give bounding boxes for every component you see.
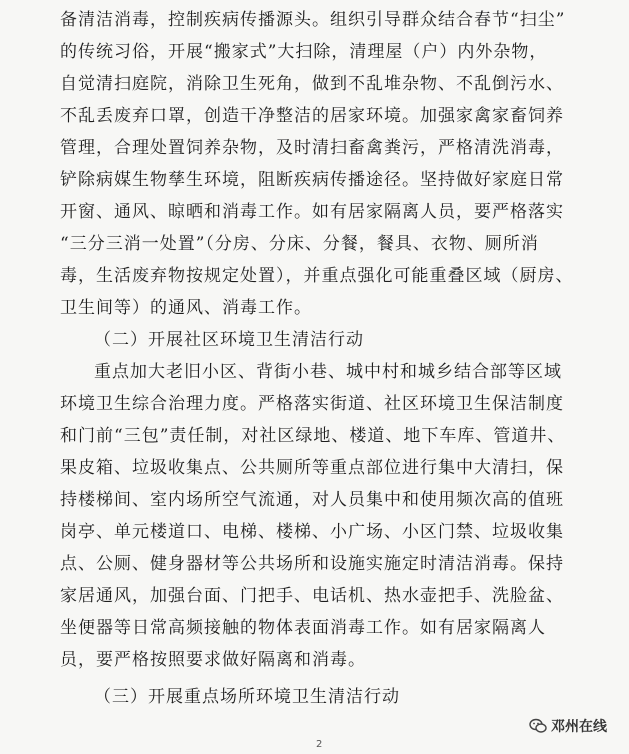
text-line: 岗亭、单元楼道口、电梯、楼梯、小广场、小区门禁、垃圾收集 [60,522,564,542]
text-line: 自觉清扫庭院，消除卫生死角，做到不乱堆杂物、不乱倒污水、 [60,74,564,94]
section-heading: （三）开展重点场所环境卫生清洁行动 [94,687,400,707]
text-line: 铲除病媒生物孳生环境，阻断疾病传播途径。坚持做好家庭日常 [60,170,564,190]
text-line: 果皮箱、垃圾收集点、公共厕所等重点部位进行集中大清扫，保 [60,458,564,478]
text-line: 开窗、通风、晾晒和消毒工作。如有居家隔离人员，要严格落实 [60,202,564,222]
text-line: 毒，生活废弃物按规定处置），并重点强化可能重叠区域（厨房、 [60,266,574,286]
text-line: 家居通风，加强台面、门把手、电话机、热水壶把手、洗脸盆、 [60,586,564,606]
text-line: 坐便器等日常高频接触的物体表面消毒工作。如有居家隔离人 [60,618,546,638]
text-line: 环境卫生综合治理力度。严格落实街道、社区环境卫生保洁制度 [60,394,564,414]
text-line: 备清洁消毒，控制疾病传播源头。组织引导群众结合春节“扫尘” [60,10,566,30]
text-line: “三分三消一处置”（分房、分床、分餐，餐具、衣物、厕所消 [60,234,539,254]
text-line: 持楼梯间、室内场所空气流通，对人员集中和使用频次高的值班 [60,490,564,510]
section-heading: （二）开展社区环境卫生清洁行动 [94,330,364,350]
watermark-text: 邓州在线 [551,719,607,735]
text-line: 员，要严格按照要求做好隔离和消毒。 [60,650,366,670]
paragraph-first-line: 重点加大老旧小区、背街小巷、城中村和城乡结合部等区域 [94,362,562,382]
page-number: 2 [316,739,323,750]
text-line: 管理，合理处置饲养杂物，及时清扫畜禽粪污，严格清洗消毒， [60,138,564,158]
text-line: 的传统习俗，开展“搬家式”大扫除，清理屋（户）内外杂物， [60,42,548,62]
text-line: 不乱丢废弃口罩，创造干净整洁的居家环境。加强家禽家畜饲养 [60,106,564,126]
watermark [529,716,607,736]
text-line: 卫生间等）的通风、消毒工作。 [60,298,312,318]
text-line: 点、公厕、健身器材等公共场所和设施实施定时清洁消毒。保持 [60,554,564,574]
text-line: 和门前“三包”责任制，对社区绿地、楼道、地下车库、管道井、 [60,426,566,446]
wechat-icon [529,718,547,734]
